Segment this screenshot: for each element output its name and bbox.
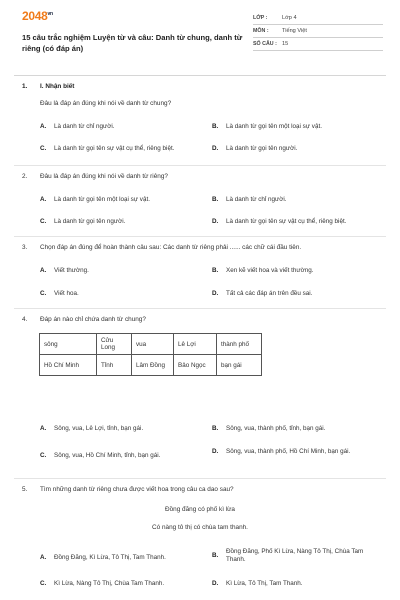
q1-option-a[interactable]: A. Là danh từ chỉ người. — [40, 123, 115, 130]
q5-option-a[interactable]: A. Đồng Đăng, Kì Lừa, Tô Thị, Tam Thanh. — [40, 554, 166, 561]
document-header — [0, 0, 400, 66]
q3-option-c[interactable]: C. Viết hoa. — [40, 290, 79, 297]
q1-option-c[interactable]: C. Là danh từ gọi tên sự vật cụ thể, riêng biệt. — [40, 145, 175, 152]
header-divider — [14, 75, 386, 76]
verse-line-2: Có nàng tô thị có chùa tam thanh. — [152, 524, 248, 531]
q2-option-b[interactable]: B. Là danh từ chỉ người. — [212, 196, 287, 203]
table-cell: Lâm Đồng — [132, 355, 174, 376]
q2-option-c[interactable]: C. Là danh từ gọi tên người. — [40, 218, 126, 225]
divider — [14, 478, 386, 479]
divider — [14, 236, 386, 237]
table-cell: thành phố — [217, 334, 262, 355]
meta-row-subject: MÔN : Tiếng Việt — [253, 25, 383, 38]
divider — [14, 308, 386, 309]
divider — [14, 165, 386, 166]
table-cell: Tỉnh — [97, 355, 132, 376]
question-5: 5. Tìm những danh từ riêng chưa được viết hoa trong câu ca dao sau? — [22, 486, 234, 493]
table-row — [40, 334, 262, 355]
question-4: 4. Đáp án nào chỉ chứa danh từ chung? — [22, 316, 146, 323]
site-logo[interactable]: $2048^{vn}$ — [22, 9, 53, 23]
question-1-stem: Đâu là đáp án đúng khi nói về danh từ chung? — [40, 100, 172, 107]
q4-option-c[interactable]: C. Sông, vua, Hồ Chí Minh, tỉnh, bạn gái. — [40, 452, 161, 459]
q2-option-a[interactable]: A. Là danh từ gọi tên một loại sự vật. — [40, 196, 150, 203]
q2-option-d[interactable]: D. Là danh từ gọi tên sự vật cụ thể, riêng biệt. — [212, 218, 347, 225]
q5-option-c[interactable]: C. Kì Lừa, Nàng Tô Thị, Chùa Tam Thanh. — [40, 580, 165, 587]
q3-option-a[interactable]: A. Viết thường. — [40, 267, 89, 274]
verse-line-1: Đồng đăng có phố kì lừa — [164, 506, 235, 513]
q5-option-d[interactable]: D. Kì Lừa, Tô Thị, Tam Thanh. — [212, 580, 303, 587]
question-3: 3. Chọn đáp án đúng để hoàn thành câu sau: Các danh từ riêng phải ...... các chữ cái đầu tiên. — [22, 244, 302, 251]
q5-option-b[interactable]: B. Đồng Đăng, Phố Kì Lừa, Nàng Tô Thị, Chùa Tam Thanh. — [212, 548, 364, 563]
table-cell: Lê Lợi — [174, 334, 217, 355]
table-cell: vua — [132, 334, 174, 355]
q1-option-b[interactable]: B. Là danh từ gọi tên một loại sự vật. — [212, 123, 322, 130]
q1-option-d[interactable]: D. Là danh từ gọi tên người. — [212, 145, 298, 152]
q3-option-b[interactable]: B. Xen kẽ viết hoa và viết thường. — [212, 267, 314, 274]
meta-row-count: SỐ CÂU : 15 — [253, 38, 383, 51]
table-row — [40, 355, 262, 376]
table-cell: Bảo Ngọc — [174, 355, 217, 376]
table-cell: Cửu Long — [97, 334, 132, 355]
q4-option-a[interactable]: A. Sông, vua, Lê Lợi, tỉnh, bạn gái. — [40, 425, 144, 432]
q4-option-d[interactable]: D. Sông, vua, thành phố, Hồ Chí Minh, bạn gái. — [212, 448, 351, 455]
table-cell: Hồ Chí Minh — [40, 355, 97, 376]
table-cell: bạn gái — [217, 355, 262, 376]
section-heading: 1. I. Nhận biết — [22, 83, 75, 90]
page-title: 15 câu trắc nghiệm Luyện từ và câu: Danh từ chung, danh từ riêng (có đáp án) — [22, 33, 243, 53]
meta-table — [253, 12, 383, 51]
q4-option-b[interactable]: B. Sông, vua, thành phố, tỉnh, bạn gái. — [212, 425, 326, 432]
word-table — [39, 333, 262, 376]
question-2: 2. Đâu là đáp án đúng khi nói về danh từ riêng? — [22, 173, 168, 180]
q3-option-d[interactable]: D. Tất cả các đáp án trên đều sai. — [212, 290, 313, 297]
meta-row-grade: LỚP : Lớp 4 — [253, 12, 383, 25]
table-cell: sông — [40, 334, 97, 355]
